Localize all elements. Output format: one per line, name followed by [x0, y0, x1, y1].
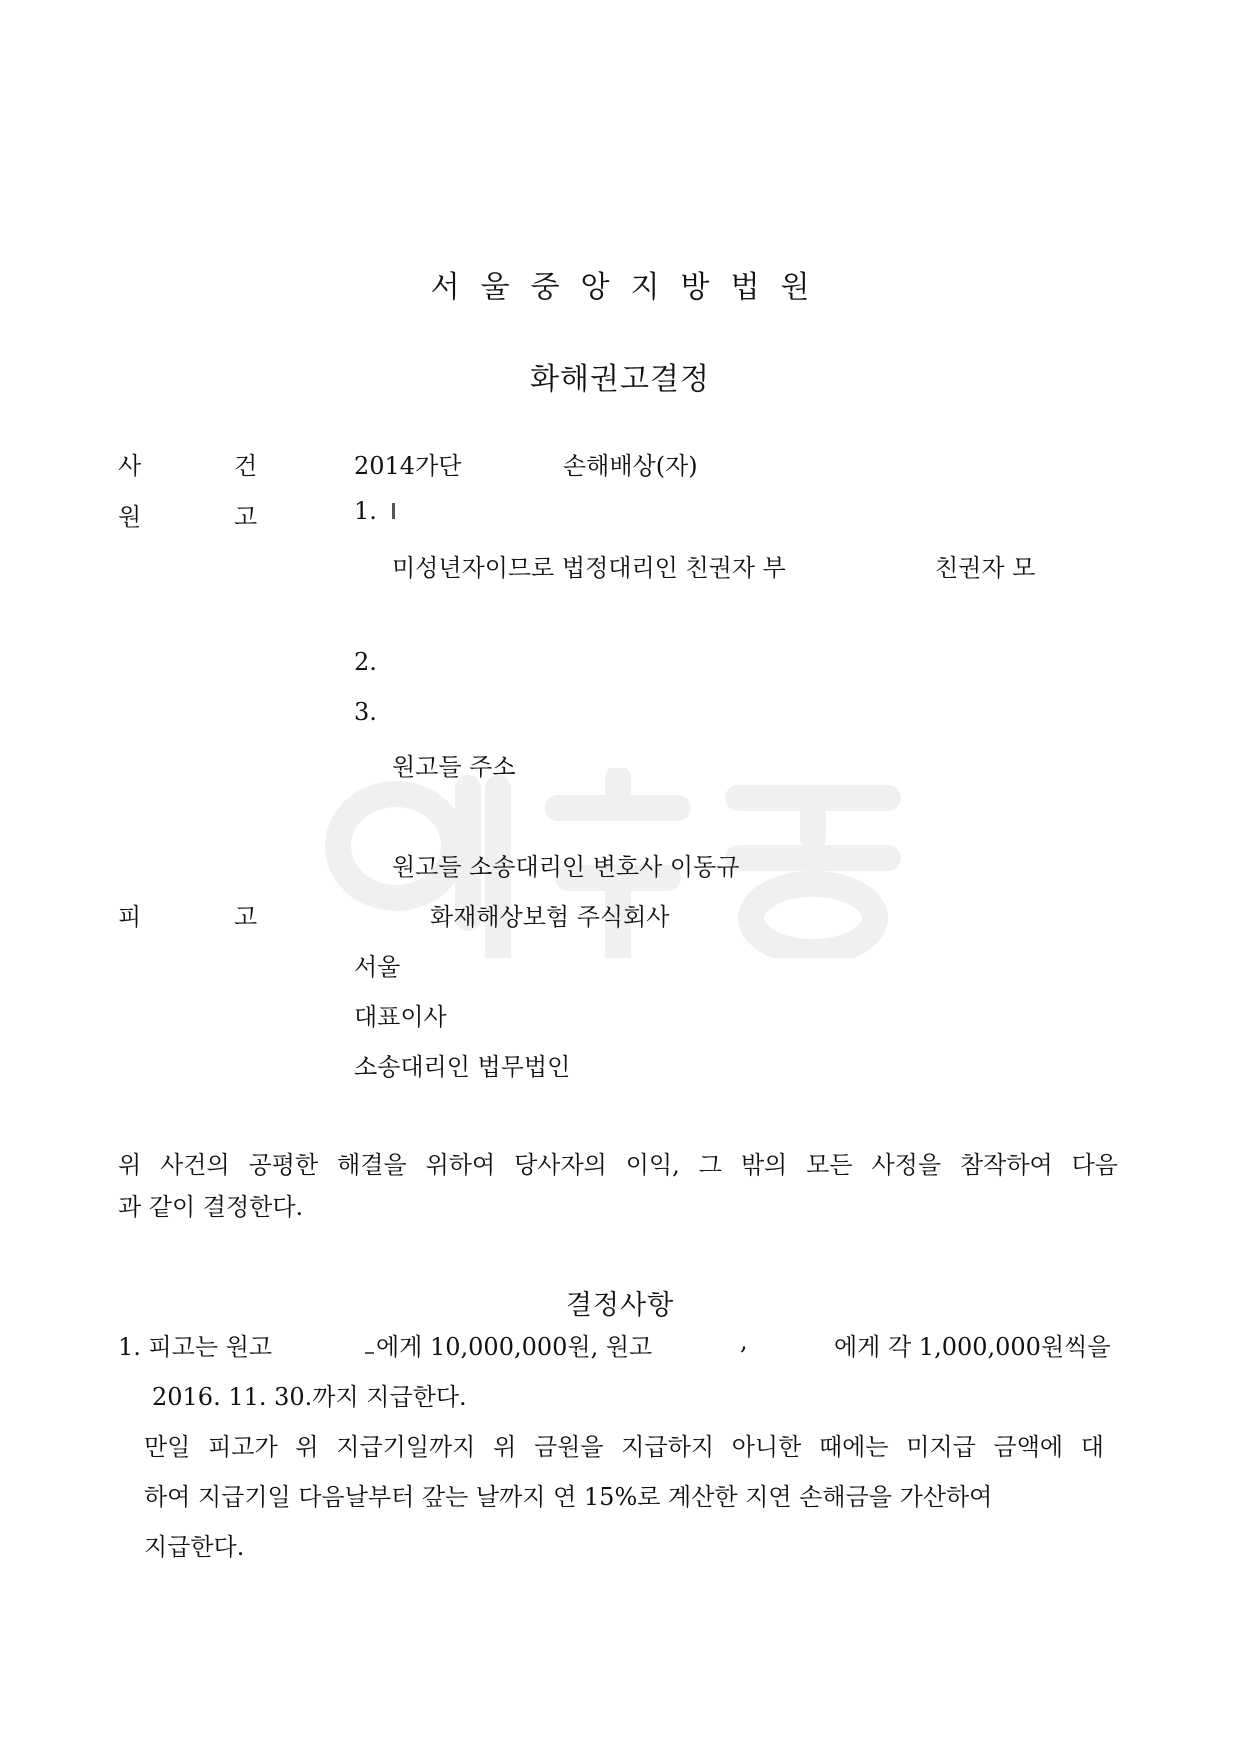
decision-item-1-deadline: 2016. 11. 30.까지 지급한다. — [152, 1383, 467, 1411]
plaintiff-item-1-number: 1. — [354, 497, 377, 525]
decision-item-1-part-a: 1. 피고는 원고 — [118, 1333, 273, 1361]
redaction-remnant — [392, 503, 395, 519]
delay-interest-line-2: 하여 지급기일 다음날부터 갚는 날까지 연 15%로 계산한 지연 손해금을 가산하여 — [144, 1483, 993, 1511]
delay-interest-line-3: 지급한다. — [144, 1533, 245, 1561]
defendant-label-char-2: 고 — [234, 903, 258, 931]
decision-item-1-part-b: 에게 10,000,000원, 원고 — [376, 1333, 653, 1361]
preamble-line-2: 과 같이 결정한다. — [118, 1193, 304, 1221]
case-label-char-2: 건 — [234, 452, 258, 480]
plaintiff-guardian-mother: 친권자 모 — [935, 554, 1036, 582]
preamble-line-1: 위 사건의 공평한 해결을 위하여 당사자의 이익, 그 밖의 모든 사정을 참작하여 다음 — [118, 1151, 1118, 1179]
document-title: 화해권고결정 — [530, 362, 710, 397]
plaintiff-minor-guardian-note: 미성년자이므로 법정대리인 친권자 부 — [392, 554, 786, 582]
plaintiff-label-char-2: 고 — [234, 503, 258, 531]
defendant-address: 서울 — [354, 953, 401, 981]
plaintiff-item-2-number: 2. — [354, 648, 377, 676]
plaintiff-item-3-number: 3. — [354, 698, 377, 726]
redaction-remnant — [365, 1352, 374, 1354]
court-name: 서울중앙지방법원 — [430, 270, 831, 305]
plaintiffs-counsel: 원고들 소송대리인 변호사 이동규 — [392, 853, 740, 881]
decision-item-1-part-d: 에게 각 1,000,000원씩을 — [834, 1333, 1111, 1361]
defendant-counsel: 소송대리인 법무법인 — [354, 1053, 571, 1081]
defendant-representative: 대표이사 — [354, 1003, 447, 1031]
case-label-char-1: 사 — [118, 452, 142, 480]
decision-item-1-part-c: , — [740, 1327, 748, 1355]
delay-interest-line-1: 만일 피고가 위 지급기일까지 위 금원을 지급하지 아니한 때에는 미지급 금액에 대 — [144, 1433, 1104, 1461]
plaintiffs-address: 원고들 주소 — [392, 753, 516, 781]
decision-heading: 결정사항 — [565, 1290, 675, 1321]
defendant-name: 화재해상보험 주식회사 — [430, 903, 670, 931]
case-number: 2014가단 — [354, 452, 462, 480]
plaintiff-label-char-1: 원 — [118, 503, 142, 531]
defendant-label-char-1: 피 — [118, 903, 142, 931]
case-name: 손해배상(자) — [563, 452, 698, 480]
